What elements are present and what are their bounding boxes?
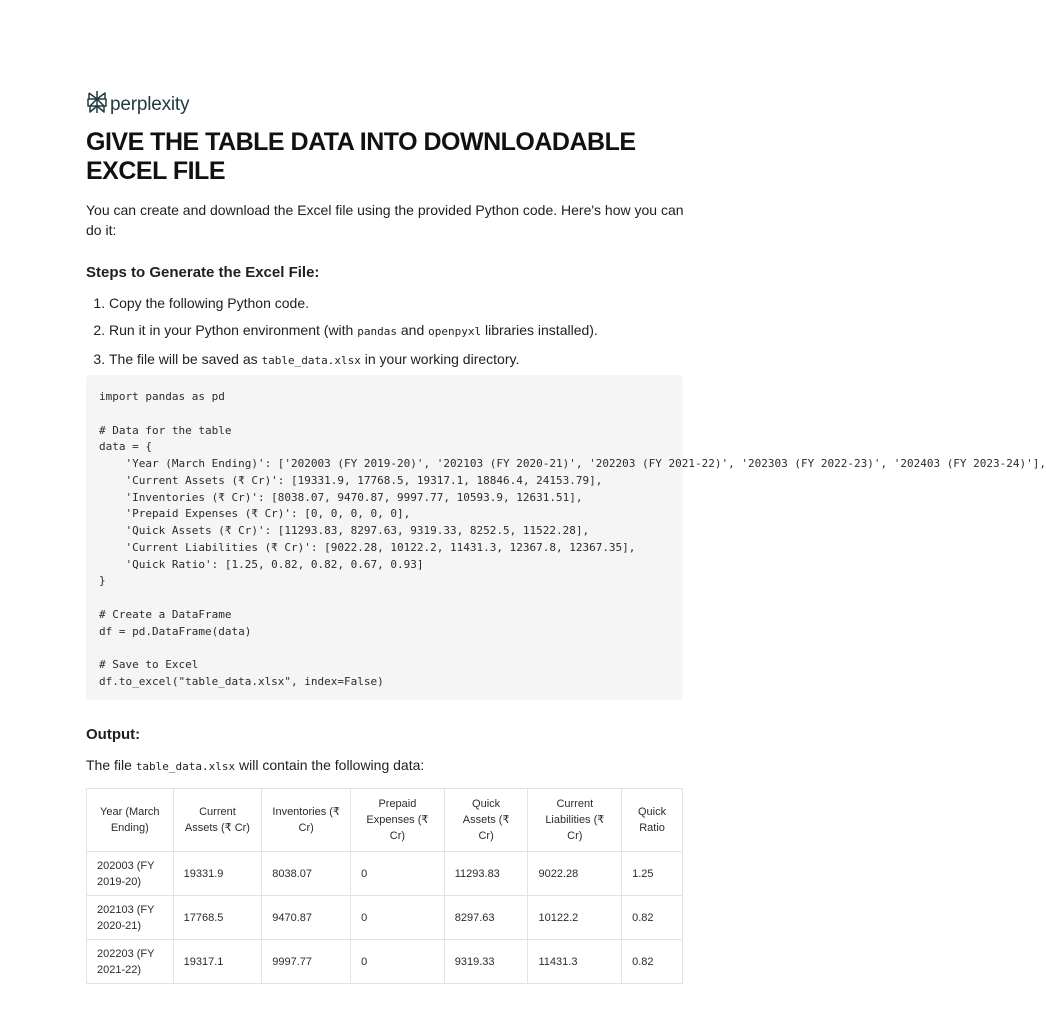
intro-text: You can create and download the Excel file using the provided Python code. Here's how you can do it: <box>86 202 684 238</box>
table-cell: 11431.3 <box>528 940 622 984</box>
output-text-pre: The file <box>86 757 136 773</box>
table-row <box>87 940 683 984</box>
table-cell: 0.82 <box>622 896 683 940</box>
table-cell: 0 <box>351 852 445 896</box>
table-cell: 0 <box>351 896 445 940</box>
step-item <box>109 321 598 341</box>
inline-code: table_data.xlsx <box>135 760 236 773</box>
table-cell: 0 <box>351 940 445 984</box>
table-cell: 202003 (FY 2019-20) <box>87 852 174 896</box>
table-cell: 9022.28 <box>528 852 622 896</box>
table-cell: 8038.07 <box>262 852 351 896</box>
column-header: Prepaid Expenses (₹ Cr) <box>351 789 445 852</box>
table-row <box>87 896 683 940</box>
table-cell: 9470.87 <box>262 896 351 940</box>
table-cell: 0.82 <box>622 940 683 984</box>
table-cell: 19317.1 <box>173 940 262 984</box>
step-text: The file will be saved as <box>109 351 262 367</box>
table-cell: 202103 (FY 2020-21) <box>87 896 174 940</box>
inline-code: pandas <box>357 325 397 338</box>
step-text: and <box>396 322 429 338</box>
output-heading: Output: <box>86 726 141 743</box>
step-text: Copy the following Python code. <box>109 295 310 311</box>
table-row <box>87 852 683 896</box>
table-header-row <box>87 789 683 852</box>
column-header: Quick Assets (₹ Cr) <box>444 789 528 852</box>
column-header: Year (March Ending) <box>87 789 174 852</box>
table-cell: 9319.33 <box>444 940 528 984</box>
step-item <box>109 350 598 370</box>
output-text-post: will contain the following data: <box>235 757 425 773</box>
table-cell: 8297.63 <box>444 896 528 940</box>
perplexity-logo-icon <box>86 90 108 119</box>
table-cell: 202203 (FY 2021-22) <box>87 940 174 984</box>
table-cell: 10122.2 <box>528 896 622 940</box>
inline-code: table_data.xlsx <box>261 354 361 367</box>
brand-name: perplexity <box>110 93 190 115</box>
table-cell: 19331.9 <box>173 852 262 896</box>
table-cell: 1.25 <box>622 852 683 896</box>
inline-code: openpyxl <box>428 325 482 338</box>
steps-list <box>86 294 598 379</box>
column-header: Current Liabilities (₹ Cr) <box>528 789 622 852</box>
column-header: Quick Ratio <box>622 789 683 852</box>
table-cell: 11293.83 <box>444 852 528 896</box>
column-header: Current Assets (₹ Cr) <box>173 789 262 852</box>
steps-heading: Steps to Generate the Excel File: <box>86 264 320 281</box>
perplexity-logo[interactable] <box>86 90 189 119</box>
table-cell: 17768.5 <box>173 896 262 940</box>
step-text: Run it in your Python environment (with <box>109 322 358 338</box>
output-text <box>86 757 424 773</box>
table-cell: 9997.77 <box>262 940 351 984</box>
data-table <box>86 788 683 984</box>
column-header: Inventories (₹ Cr) <box>262 789 351 852</box>
step-text: in your working directory. <box>360 351 520 367</box>
python-code[interactable]: import pandas as pd # Data for the table data = { 'Year (March Ending)': ['202003 (FY 2019-20)', '202103 (FY 2020-21)', '202203 (FY 2021-22)', '202303 (FY 2022-23)', '202403 (FY 2023-24)'], 'Current Assets (₹ Cr)': [19331.9, 17768.5, 19317.1, 18846.4, 24153.79], 'Inventories (₹ Cr)': [8038.07, 9470.87, 9997.77, 10593.9, 12631.51], 'Prepaid Expenses (₹ Cr)': [0, 0, 0, 0, 0], 'Quick Assets (₹ Cr)': [11293.83, 8297.63, 9319.33, 8252.5, 11522.28], 'Current Liabilities (₹ Cr)': [9022.28, 10122.2, 11431.3, 12367.8, 12367.35], 'Quick Ratio': [1.25, 0.82, 0.82, 0.67, 0.93] } # Create a DataFrame df = pd.DataFrame(data) # Save to Excel df.to_excel("table_data.xlsx", index=False) <box>99 390 1046 688</box>
step-text: libraries installed). <box>481 322 598 338</box>
page-title: GIVE THE TABLE DATA INTO DOWNLOADABLE EXCEL FILE <box>86 128 636 185</box>
step-item <box>109 294 598 312</box>
code-block[interactable] <box>86 375 1046 700</box>
